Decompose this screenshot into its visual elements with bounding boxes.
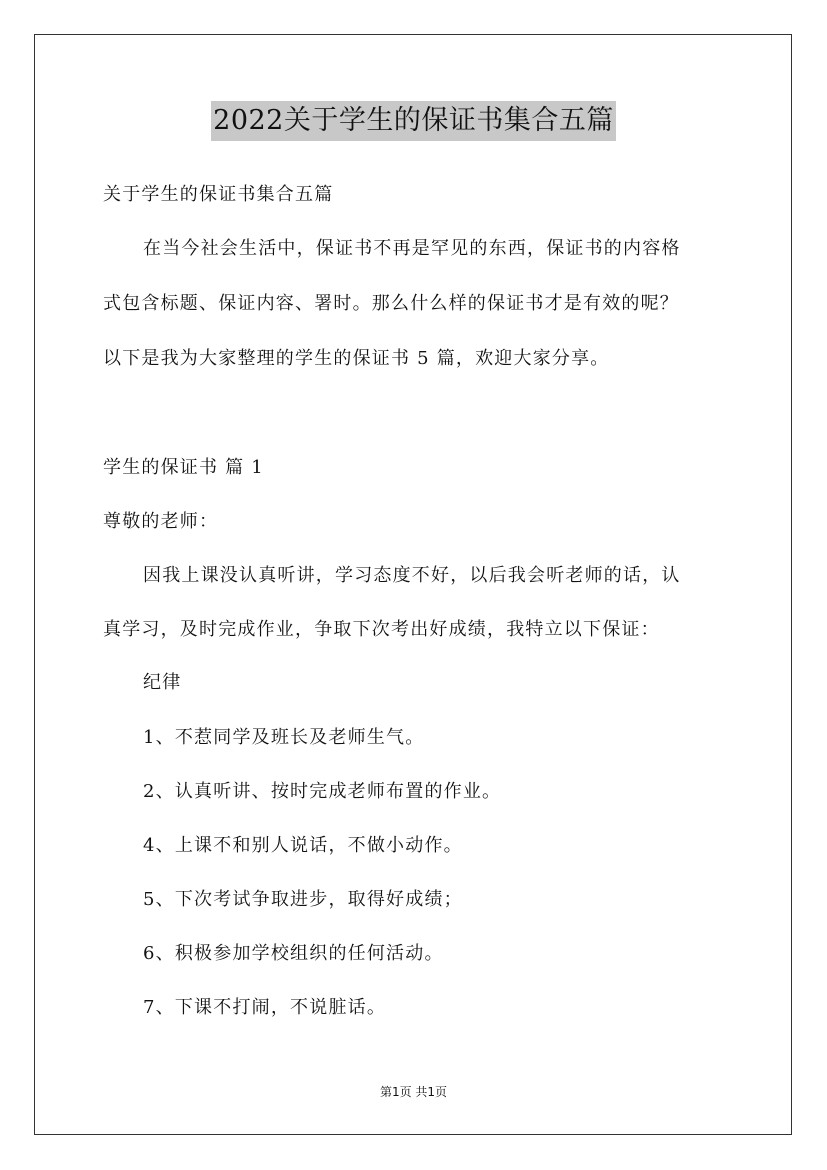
page-number-footer: 第1页 共1页 (379, 1085, 448, 1099)
intro-line-1: 在当今社会生活中，保证书不再是罕见的东西，保证书的内容格 (143, 238, 681, 259)
title-container (0, 101, 827, 141)
list-item: 4、上课不和别人说话，不做小动作。 (143, 835, 463, 856)
list-item: 2、认真听讲、按时完成老师布置的作业。 (143, 781, 502, 802)
body-line-2: 真学习，及时完成作业，争取下次考出好成绩，我特立以下保证： (103, 619, 660, 640)
intro-line-3: 以下是我为大家整理的学生的保证书 5 篇，欢迎大家分享。 (103, 348, 610, 369)
intro-line-2: 式包含标题、保证内容、署时。那么什么样的保证书才是有效的呢？ (103, 293, 679, 314)
document-subtitle: 关于学生的保证书集合五篇 (103, 184, 334, 205)
list-item: 5、下次考试争取进步，取得好成绩； (143, 889, 463, 910)
discipline-label: 纪律 (143, 672, 182, 693)
list-item: 7、下课不打闹，不说脏话。 (143, 997, 387, 1018)
list-item: 6、积极参加学校组织的任何活动。 (143, 943, 444, 964)
document-title: 2022关于学生的保证书集合五篇 (211, 101, 616, 141)
section-heading: 学生的保证书 篇 1 (103, 457, 264, 478)
list-item: 1、不惹同学及班长及老师生气。 (143, 727, 425, 748)
salutation: 尊敬的老师： (103, 511, 219, 532)
body-line-1: 因我上课没认真听讲，学习态度不好，以后我会听老师的话，认 (143, 565, 681, 586)
